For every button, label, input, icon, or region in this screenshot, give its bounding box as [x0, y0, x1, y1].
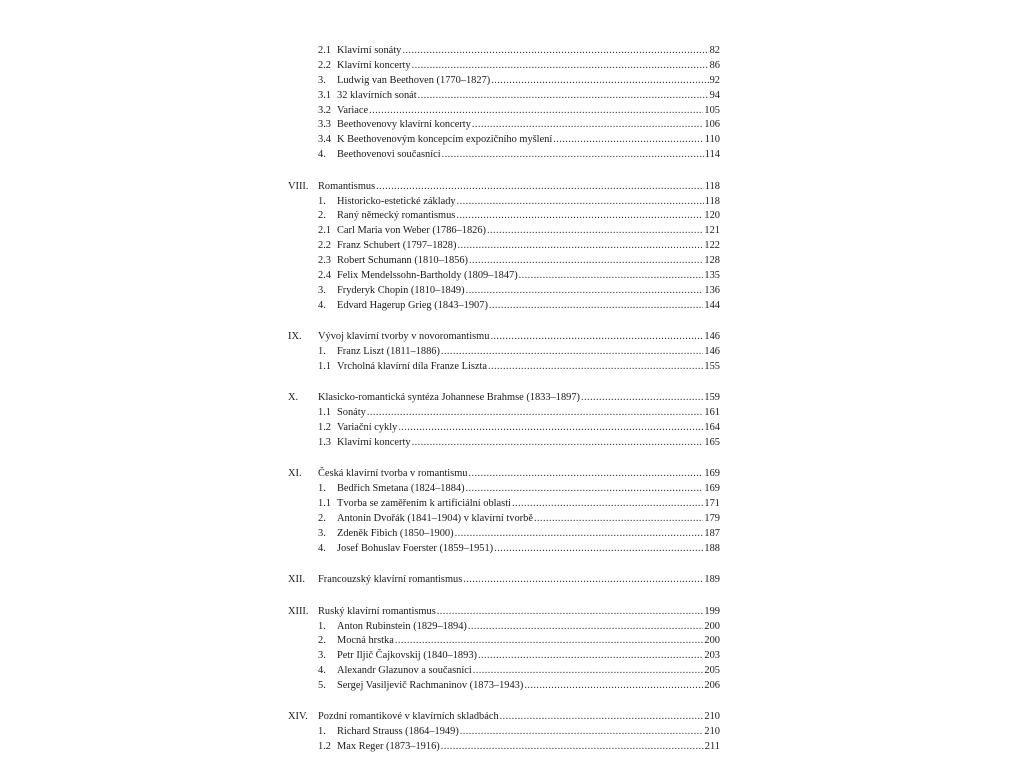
- section-title: Ludwig van Beethoven (1770–1827): [337, 74, 491, 86]
- section-title: Petr Iljič Čajkovskij (1840–1893): [337, 650, 477, 662]
- section-number: 1.: [318, 195, 326, 207]
- toc-entry: [288, 118, 720, 133]
- chapter-number: IX.: [288, 331, 302, 343]
- section-title: Historicko-estetické základy: [337, 195, 456, 207]
- dot-leader: [369, 104, 703, 119]
- section-number: 2.: [318, 635, 326, 647]
- dot-leader: [456, 209, 703, 224]
- section-number: 1.2: [318, 422, 331, 434]
- toc-chapter: [288, 330, 720, 345]
- section-number: 5.: [318, 680, 326, 692]
- dot-leader: [376, 180, 704, 195]
- section-number: 3.1: [318, 89, 331, 101]
- section-number: 1.3: [318, 436, 331, 448]
- chapter-spacer: [288, 694, 720, 711]
- page-number: 165: [704, 436, 720, 448]
- section-number: 1.1: [318, 407, 331, 419]
- page-number: 161: [704, 407, 720, 419]
- page-number: 169: [704, 468, 720, 480]
- toc-chapter: [288, 605, 720, 620]
- page-number: 128: [704, 255, 720, 267]
- chapter-title: Vývoj klavírní tvorby v novoromantismu: [318, 331, 490, 343]
- dot-leader: [398, 421, 703, 436]
- toc-entry: [288, 254, 720, 269]
- section-title: Felix Mendelssohn-Bartholdy (1809–1847): [337, 269, 518, 281]
- chapter-number: XIII.: [288, 605, 309, 617]
- chapter-spacer: [288, 375, 720, 392]
- section-title: Zdeněk Fibich (1850–1900): [337, 527, 454, 539]
- section-title: Alexandr Glazunov a současníci: [337, 665, 472, 677]
- section-title: Edvard Hagerup Grieg (1843–1907): [337, 299, 488, 311]
- section-title: Raný německý romantismus: [337, 210, 456, 222]
- dot-leader: [367, 406, 704, 421]
- page-number: 105: [704, 104, 720, 116]
- toc-entry: [288, 649, 720, 664]
- toc-entry: [288, 44, 720, 59]
- toc-entry: [288, 527, 720, 542]
- toc-chapter: [288, 573, 720, 588]
- dot-leader: [402, 44, 708, 59]
- section-number: 4.: [318, 665, 326, 677]
- dot-leader: [466, 284, 704, 299]
- section-title: Vrcholná klavírní díla Franze Liszta: [337, 360, 487, 372]
- section-number: 2.1: [318, 45, 331, 56]
- dot-leader: [441, 740, 704, 755]
- toc-entry: [288, 209, 720, 224]
- toc-entry: [288, 740, 720, 755]
- section-title: Sergej Vasiljevič Rachmaninov (1873–1943): [337, 680, 524, 692]
- toc-entry: [288, 224, 720, 239]
- dot-leader: [455, 527, 704, 542]
- dot-leader: [460, 725, 704, 740]
- section-title: Franz Schubert (1797–1828): [337, 240, 457, 252]
- page-number: 211: [704, 741, 720, 753]
- dot-leader: [457, 195, 704, 210]
- section-number: 3.4: [318, 134, 331, 146]
- page-number: 121: [704, 225, 720, 237]
- dot-leader: [473, 664, 704, 679]
- toc-entry: [288, 679, 720, 694]
- page-number: 146: [704, 346, 720, 358]
- section-title: Richard Strauss (1864–1949): [337, 726, 459, 738]
- section-title: Josef Bohuslav Foerster (1859–1951): [337, 542, 494, 554]
- dot-leader: [487, 224, 703, 239]
- section-number: 1.: [318, 620, 326, 632]
- section-title: Carl Maria von Weber (1786–1826): [337, 225, 487, 237]
- section-title: Antonín Dvořák (1841–1904) v klavírní tvorbě: [337, 513, 533, 525]
- chapter-spacer: [288, 557, 720, 574]
- section-title: Anton Rubinstein (1829–1894): [337, 620, 467, 632]
- section-number: 1.: [318, 346, 326, 358]
- toc-entry: [288, 482, 720, 497]
- page-number: 188: [704, 542, 720, 554]
- chapter-number: XII.: [288, 574, 306, 586]
- page-number: 118: [704, 195, 720, 207]
- toc-entry: [288, 360, 720, 375]
- section-number: 1.2: [318, 741, 331, 753]
- page-number: 86: [709, 59, 720, 71]
- page-number: 136: [704, 284, 720, 296]
- toc-entry: [288, 74, 720, 89]
- section-number: 4.: [318, 299, 326, 311]
- section-title: Klavírní sonáty: [337, 45, 402, 56]
- dot-leader: [468, 467, 703, 482]
- page-number: 110: [704, 134, 720, 146]
- section-number: 2.: [318, 210, 326, 222]
- toc-entry: [288, 133, 720, 148]
- chapter-title: Francouzský klavírní romantismus: [318, 574, 463, 586]
- section-title: Tvorba se zaměřením k artificiální oblasti: [337, 498, 511, 510]
- section-title: Robert Schumann (1810–1856): [337, 255, 469, 267]
- section-title: K Beethovenovým koncepcím expozičního myšlení: [337, 134, 553, 146]
- dot-leader: [489, 299, 703, 314]
- section-title: 32 klavírních sonát: [337, 89, 417, 101]
- page-number: 171: [704, 498, 720, 510]
- toc-chapter: [288, 180, 720, 195]
- dot-leader: [463, 573, 703, 588]
- chapter-number: XI.: [288, 468, 302, 480]
- dot-leader: [494, 542, 703, 557]
- chapter-spacer: [288, 163, 720, 180]
- dot-leader: [519, 269, 704, 284]
- section-number: 3.2: [318, 104, 331, 116]
- dot-leader: [442, 148, 704, 163]
- section-number: 1.1: [318, 498, 331, 510]
- section-number: 1.1: [318, 360, 331, 372]
- page-number: 144: [704, 299, 720, 311]
- section-number: 4.: [318, 542, 326, 554]
- section-title: Klavírní koncerty: [337, 59, 411, 71]
- chapter-title: Ruský klavírní romantismus: [318, 605, 436, 617]
- page-number: 200: [704, 620, 720, 632]
- section-title: Fryderyk Chopin (1810–1849): [337, 284, 465, 296]
- dot-leader: [490, 330, 703, 345]
- page-number: 94: [709, 89, 720, 101]
- toc-entry: [288, 620, 720, 635]
- dot-leader: [418, 89, 709, 104]
- dot-leader: [466, 482, 704, 497]
- dot-leader: [457, 239, 703, 254]
- dot-leader: [412, 59, 709, 74]
- page-number: 159: [704, 392, 720, 404]
- dot-leader: [469, 254, 703, 269]
- section-number: 2.3: [318, 255, 331, 267]
- dot-leader: [412, 436, 704, 451]
- section-title: Klavírní koncerty: [337, 436, 411, 448]
- toc-entry: [288, 284, 720, 299]
- page-number: 120: [704, 210, 720, 222]
- dot-leader: [534, 512, 703, 527]
- toc-chapter: [288, 467, 720, 482]
- toc-entry: [288, 89, 720, 104]
- section-number: 2.2: [318, 59, 331, 71]
- page-number: 106: [704, 119, 720, 131]
- section-title: Mocná hrstka: [337, 635, 394, 647]
- toc-entry: [288, 421, 720, 436]
- section-number: 3.: [318, 284, 326, 296]
- dot-leader: [437, 605, 704, 620]
- dot-leader: [395, 634, 704, 649]
- dot-leader: [488, 360, 703, 375]
- section-number: 4.: [318, 149, 326, 161]
- section-number: 3.: [318, 527, 326, 539]
- section-title: Variace: [337, 104, 369, 116]
- dot-leader: [478, 649, 703, 664]
- toc-entry: [288, 436, 720, 451]
- dot-leader: [524, 679, 703, 694]
- page-number: 82: [709, 45, 720, 56]
- page-number: 205: [704, 665, 720, 677]
- page-number: 206: [704, 680, 720, 692]
- dot-leader: [468, 620, 704, 635]
- page-number: 203: [704, 650, 720, 662]
- toc-entry: [288, 148, 720, 163]
- page-number: 146: [704, 331, 720, 343]
- section-number: 2.: [318, 513, 326, 525]
- toc-chapter: [288, 710, 720, 725]
- toc-entry: [288, 299, 720, 314]
- toc-entry: [288, 634, 720, 649]
- section-number: 2.1: [318, 225, 331, 237]
- dot-leader: [512, 497, 703, 512]
- page-number: 179: [704, 513, 720, 525]
- toc-entry: [288, 664, 720, 679]
- toc-entry: [288, 406, 720, 421]
- page-number: 164: [704, 422, 720, 434]
- toc-entry: [288, 104, 720, 119]
- section-title: Sonáty: [337, 407, 366, 419]
- page-number: 118: [704, 180, 720, 192]
- page-number: 155: [704, 360, 720, 372]
- toc-entry: [288, 512, 720, 527]
- section-title: Max Reger (1873–1916): [337, 741, 440, 753]
- toc-entry: [288, 269, 720, 284]
- section-title: Variační cykly: [337, 422, 398, 434]
- toc-entry: [288, 725, 720, 740]
- toc-entry: [288, 542, 720, 557]
- toc-chapter: [288, 391, 720, 406]
- chapter-title: Klasicko-romantická syntéza Johannese Brahmse (1833–1897): [318, 392, 580, 404]
- dot-leader: [472, 118, 704, 133]
- toc-entry: [288, 195, 720, 210]
- chapter-title: Česká klavírní tvorba v romantismu: [318, 468, 468, 480]
- page-number: 114: [704, 149, 720, 161]
- section-number: 2.2: [318, 240, 331, 252]
- dot-leader: [581, 391, 703, 406]
- chapter-number: VIII.: [288, 180, 309, 192]
- chapter-spacer: [288, 588, 720, 605]
- section-title: Franz Liszt (1811–1886): [337, 346, 440, 358]
- page-number: 200: [704, 635, 720, 647]
- page-number: 122: [704, 240, 720, 252]
- page-number: 187: [704, 527, 720, 539]
- dot-leader: [491, 74, 708, 89]
- chapter-number: XIV.: [288, 711, 308, 723]
- toc-entry: [288, 345, 720, 360]
- dot-leader: [500, 710, 704, 725]
- section-title: Beethovenovi současníci: [337, 149, 441, 161]
- section-number: 1.: [318, 726, 326, 738]
- chapter-spacer: [288, 314, 720, 331]
- dot-leader: [553, 133, 704, 148]
- chapter-title: Romantismus: [318, 180, 376, 192]
- page-number: 169: [704, 483, 720, 495]
- toc-entry: [288, 497, 720, 512]
- section-number: 1.: [318, 483, 326, 495]
- page-number: 92: [709, 74, 720, 86]
- toc-entry: [288, 239, 720, 254]
- section-number: 3.: [318, 650, 326, 662]
- page-number: 135: [704, 269, 720, 281]
- toc-entry: [288, 59, 720, 74]
- page-number: 199: [704, 605, 720, 617]
- dot-leader: [441, 345, 703, 360]
- section-number: 3.: [318, 74, 326, 86]
- section-title: Beethovenovy klavírní koncerty: [337, 119, 471, 131]
- table-of-contents: [288, 44, 720, 755]
- chapter-spacer: [288, 451, 720, 468]
- page-number: 210: [704, 726, 720, 738]
- page-number: 210: [704, 711, 720, 723]
- section-number: 3.3: [318, 119, 331, 131]
- chapter-number: X.: [288, 392, 299, 404]
- section-title: Bedřich Smetana (1824–1884): [337, 483, 465, 495]
- chapter-title: Pozdní romantikové v klavírních skladbách: [318, 711, 499, 723]
- page-number: 189: [704, 574, 720, 586]
- section-number: 2.4: [318, 269, 331, 281]
